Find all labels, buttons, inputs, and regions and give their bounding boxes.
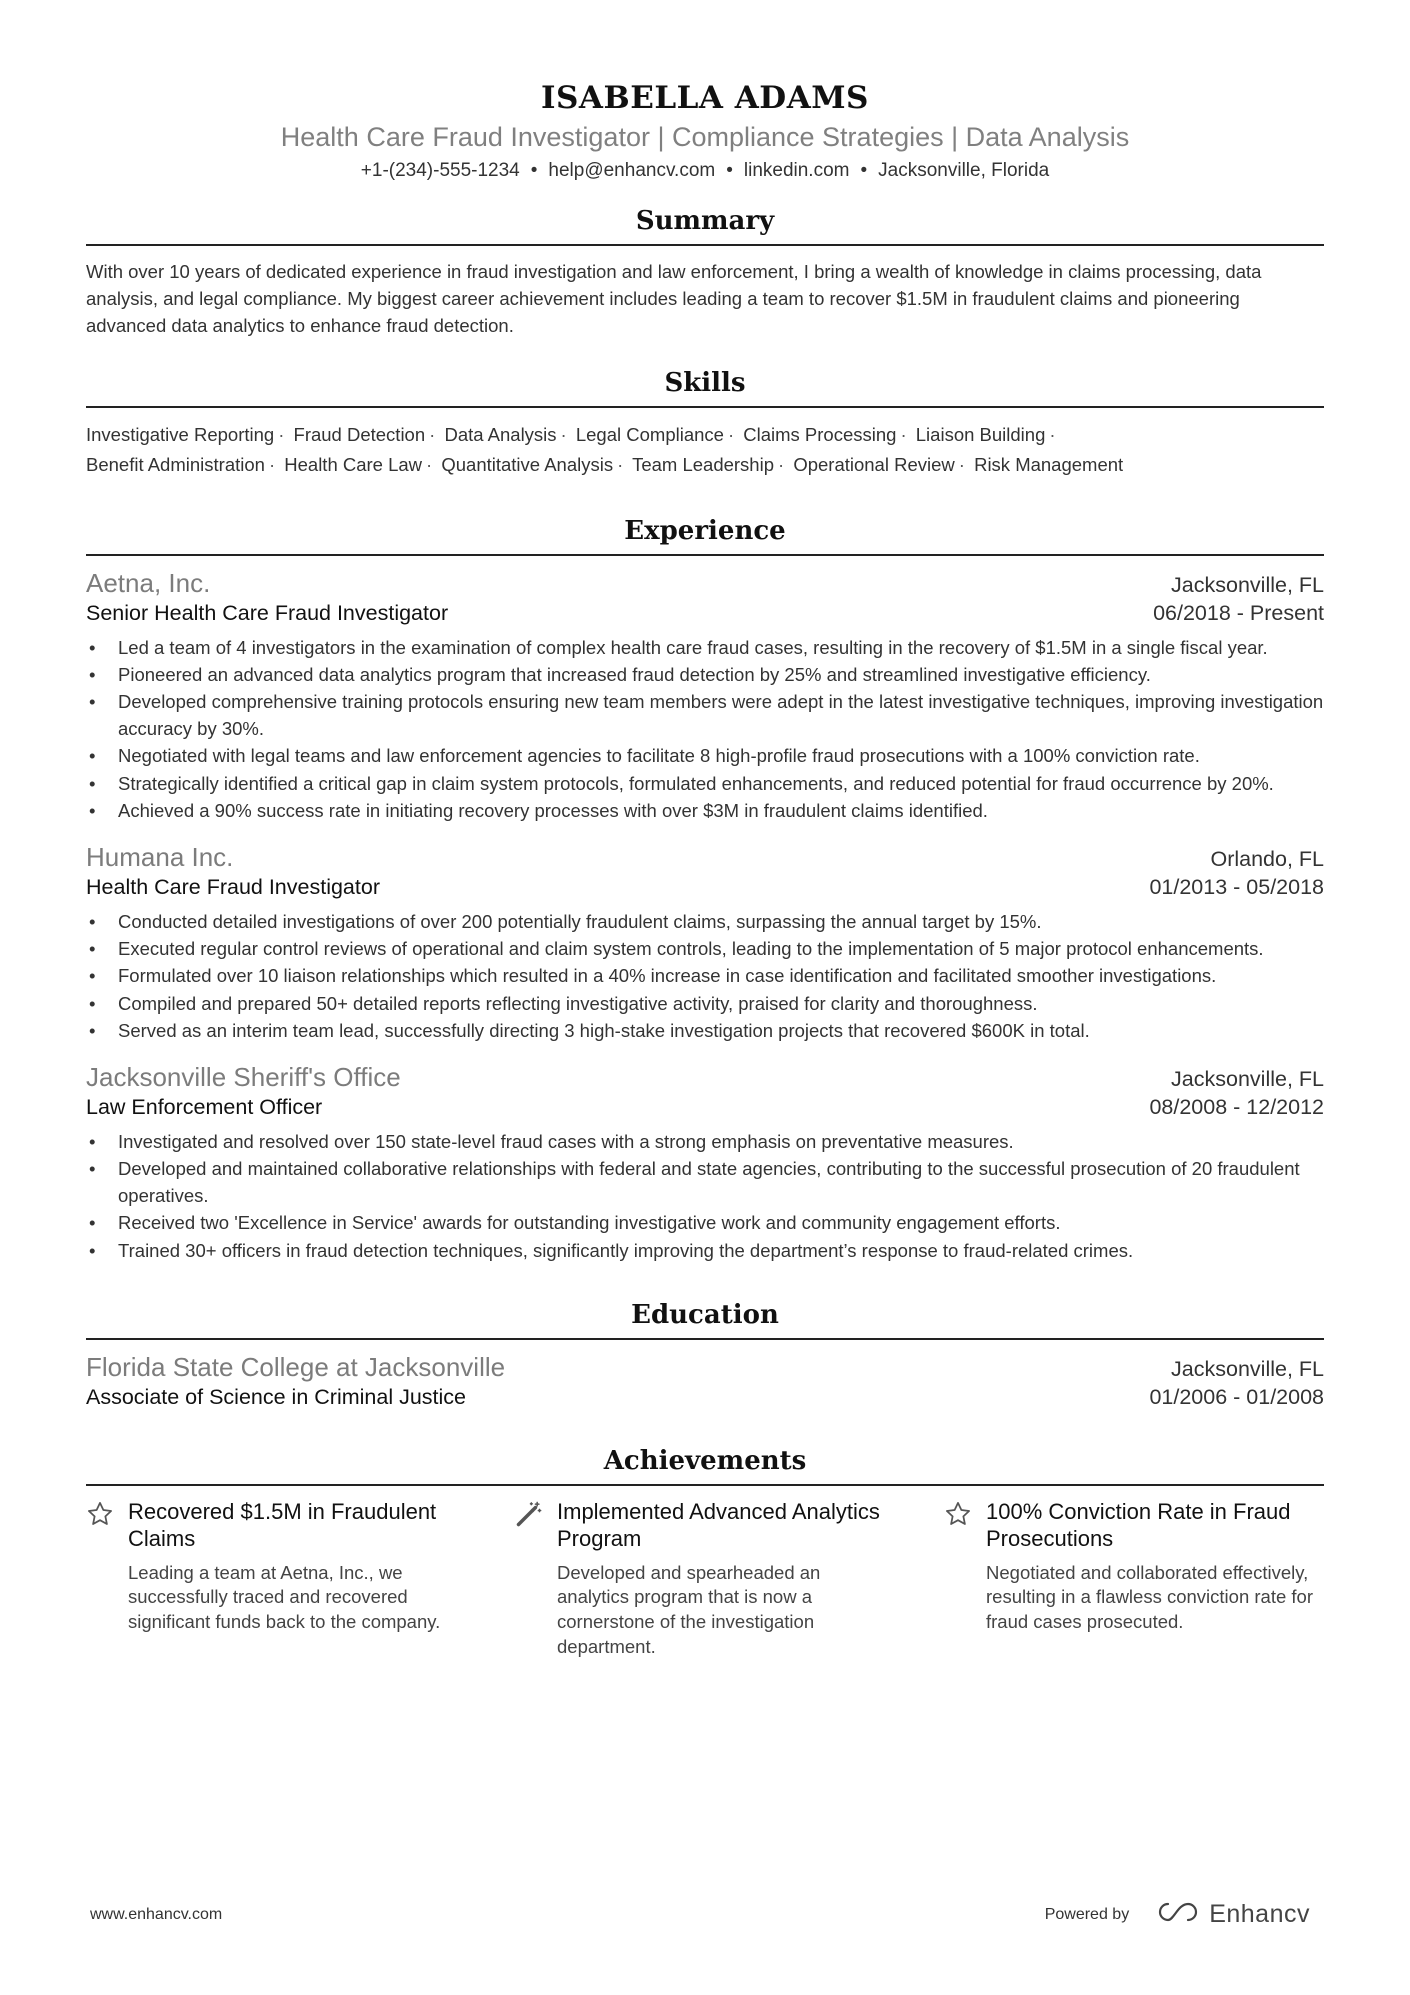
job-bullet: • Compiled and prepared 50+ detailed reports reflecting investigative activity, praised for clarity and thoroughness. [86, 990, 1324, 1017]
candidate-name: ISABELLA ADAMS [541, 80, 869, 116]
achievement-desc: Negotiated and collaborated effectively, resulting in a flawless conviction rate for fraud cases prosecuted. [986, 1561, 1313, 1633]
skill-item: Legal Compliance [575, 423, 724, 445]
section-title-experience: Experience [86, 516, 1324, 556]
job-dates: 01/2013 - 05/2018 [1149, 874, 1324, 899]
footer-branding [1045, 1900, 1310, 1929]
section-title-skills: Skills [86, 368, 1324, 408]
contact-linkedin[interactable]: linkedin.com [743, 159, 850, 181]
job-bullets [86, 1128, 1324, 1264]
job-bullets [86, 634, 1324, 824]
contact-location: Jacksonville, Florida [878, 159, 1050, 181]
skill-item: Data Analysis [444, 423, 557, 445]
separator-dot: • [726, 159, 733, 181]
job-bullet: • Pioneered an advanced data analytics program that increased fraud detection by 25% and streamlined investigative efficiency. [86, 661, 1324, 688]
achievement-title: Recovered $1.5M in Fraudulent Claims [128, 1498, 437, 1552]
job-bullet: • Executed regular control reviews of operational and claim system controls, leading to the implementation of 5 major protocol enhancements. [86, 935, 1324, 962]
achievement-desc: Leading a team at Aetna, Inc., we successfully traced and recovered significant funds back to the company. [128, 1561, 441, 1633]
section-title-education: Education [86, 1300, 1324, 1340]
contact-phone: +1-(234)-555-1234 [360, 159, 520, 181]
job-role: Law Enforcement Officer [86, 1094, 323, 1119]
page-footer [90, 1900, 1310, 1929]
enhancv-logo-icon [1155, 1900, 1201, 1929]
job-bullet: • Trained 30+ officers in fraud detection techniques, significantly improving the department’s response to fraud-related crimes. [86, 1237, 1324, 1264]
candidate-headline: Health Care Fraud Investigator | Compliance Strategies | Data Analysis [280, 122, 1130, 153]
achievement-item [515, 1498, 895, 1659]
job-company: Aetna, Inc. [86, 567, 211, 598]
achievement-item [86, 1498, 466, 1659]
footer-url[interactable]: www.enhancv.com [90, 1905, 223, 1923]
job-entry [86, 568, 1324, 824]
job-bullet: • Served as an interim team lead, successfully directing 3 high-stake investigation projects that recovered $600K in total. [86, 1017, 1324, 1044]
star-icon [86, 1498, 128, 1659]
skill-item: Health Care Law [284, 453, 423, 475]
education-dates: 01/2006 - 01/2008 [1149, 1384, 1324, 1409]
separator-dot: • [860, 159, 868, 181]
magic-wand-icon [515, 1498, 557, 1659]
job-role: Senior Health Care Fraud Investigator [86, 600, 449, 625]
job-bullet: • Developed and maintained collaborative relationships with federal and state agencies, contributing to the successful prosecution of 20 fraudulent operatives. [86, 1155, 1324, 1209]
job-bullet: • Led a team of 4 investigators in the examination of complex health care fraud cases, resulting in the recovery of $1.5M in a single fiscal year. [86, 634, 1324, 661]
summary-section [86, 206, 1324, 340]
education-section [86, 1300, 1324, 1410]
powered-by-label: Powered by [1044, 1905, 1130, 1923]
job-bullet: • Conducted detailed investigations of over 200 potentially fraudulent claims, surpassing the annual target by 15%. [86, 908, 1324, 935]
education-degree: Associate of Science in Criminal Justice [86, 1384, 466, 1409]
skill-item: Investigative Reporting [86, 423, 275, 445]
section-title-achievements: Achievements [86, 1446, 1324, 1486]
contact-line [86, 160, 1324, 182]
education-location: Jacksonville, FL [1171, 1356, 1324, 1381]
separator-dot: • [530, 159, 538, 181]
job-location: Jacksonville, FL [1171, 1066, 1324, 1091]
achievements-section [86, 1446, 1324, 1659]
skill-item: Claims Processing [743, 423, 897, 445]
skill-item: Fraud Detection [293, 423, 426, 445]
job-dates: 06/2018 - Present [1153, 600, 1324, 625]
resume-header [86, 80, 1324, 182]
skill-item: Quantitative Analysis [441, 453, 614, 475]
skill-item: Team Leadership [632, 453, 774, 475]
job-bullet: • Formulated over 10 liaison relationships which resulted in a 40% increase in case identification and facilitated smoother investigations. [86, 962, 1324, 989]
job-bullet: • Achieved a 90% success rate in initiating recovery processes with over $3M in fraudulent claims identified. [86, 797, 1324, 824]
skill-item: Operational Review [793, 453, 955, 475]
enhancv-brand[interactable]: Enhancv [1209, 1900, 1310, 1928]
skills-section [86, 368, 1324, 480]
education-school: Florida State College at Jacksonville [86, 1351, 506, 1382]
job-bullet: • Developed comprehensive training protocols ensuring new team members were adept in the latest investigative techniques, improving investigation accuracy by 30%. [86, 688, 1324, 742]
section-title-summary: Summary [86, 206, 1324, 246]
job-bullet: • Strategically identified a critical gap in claim system protocols, formulated enhancements, and reduced potential for fraud occurrence by 20%. [86, 770, 1324, 797]
job-location: Orlando, FL [1210, 846, 1324, 871]
achievement-item [944, 1498, 1324, 1659]
achievement-desc: Developed and spearheaded an analytics program that is now a cornerstone of the investigation department. [557, 1561, 821, 1657]
summary-text: With over 10 years of dedicated experience in fraud investigation and law enforcement, I bring a wealth of knowledge in claims processing, data analysis, and legal compliance. My biggest career achievement includes leading a team to recover $1.5M in fraudulent claims and pioneering advanced data analytics to enhance fraud detection. [86, 260, 1262, 337]
achievement-title: 100% Conviction Rate in Fraud Prosecutions [986, 1498, 1291, 1552]
skills-list: Investigative Reporting · Fraud Detection · Data Analysis · Legal Compliance · Claims Processing · Liaison Building · Benefit Administration · Health Care Law · Quantitative Analysis · Team Leadership · Operational Review · Risk Management [86, 423, 1124, 475]
contact-email[interactable]: help@enhancv.com [548, 159, 716, 181]
job-dates: 08/2008 - 12/2012 [1149, 1094, 1324, 1119]
job-bullet: • Received two 'Excellence in Service' awards for outstanding investigative work and community engagement efforts. [86, 1209, 1324, 1236]
job-role: Health Care Fraud Investigator [86, 874, 380, 899]
job-bullets [86, 908, 1324, 1044]
job-company: Humana Inc. [86, 841, 234, 872]
job-company: Jacksonville Sheriff's Office [86, 1061, 401, 1092]
job-entry [86, 842, 1324, 1044]
skill-item: Benefit Administration [86, 453, 265, 475]
skill-item: Liaison Building [915, 423, 1046, 445]
star-icon [944, 1498, 986, 1659]
achievement-title: Implemented Advanced Analytics Program [557, 1498, 880, 1552]
job-bullet: • Negotiated with legal teams and law enforcement agencies to facilitate 8 high-profile fraud prosecutions with a 100% conviction rate. [86, 742, 1324, 769]
job-location: Jacksonville, FL [1171, 572, 1324, 597]
skill-item: Risk Management [974, 453, 1124, 475]
job-entry [86, 1062, 1324, 1264]
job-bullet: • Investigated and resolved over 150 state-level fraud cases with a strong emphasis on preventative measures. [86, 1128, 1324, 1155]
experience-section [86, 516, 1324, 1264]
